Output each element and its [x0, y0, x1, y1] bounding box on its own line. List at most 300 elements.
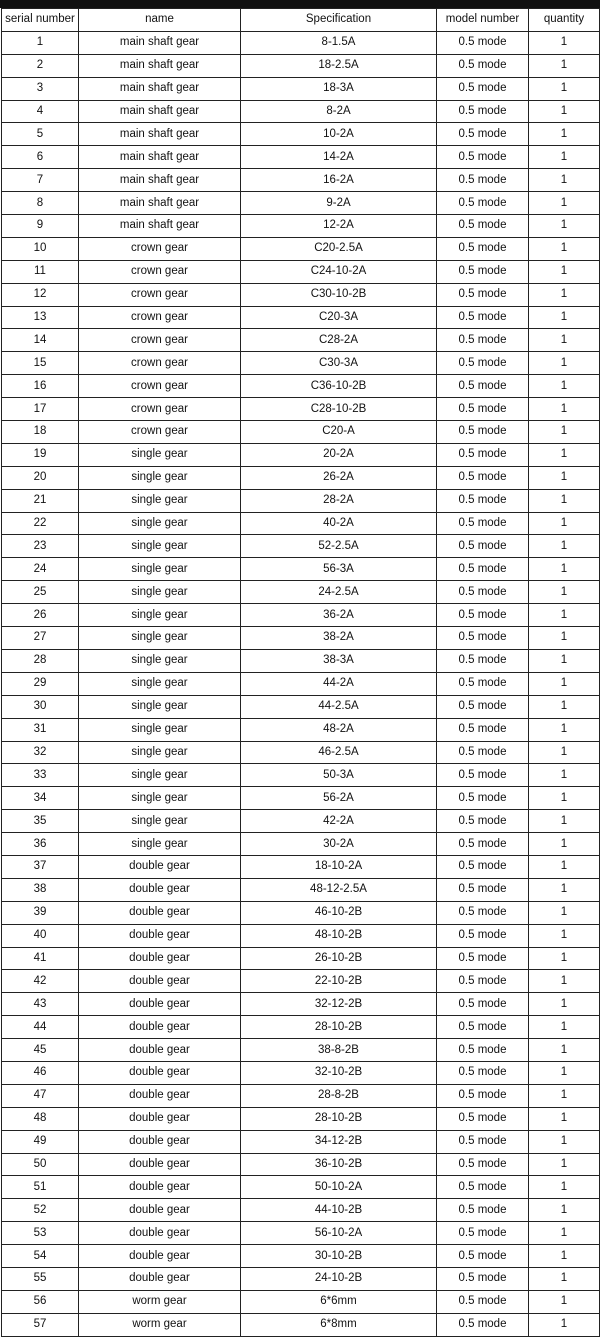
cell-specification: 12-2A [241, 215, 437, 238]
cell-name: worm gear [79, 1290, 241, 1313]
cell-name: single gear [79, 466, 241, 489]
table-row [2, 787, 600, 810]
cell-name: crown gear [79, 398, 241, 421]
table-row [2, 1039, 600, 1062]
cell-specification: 52-2.5A [241, 535, 437, 558]
table-row [2, 215, 600, 238]
cell-specification: 30-10-2B [241, 1245, 437, 1268]
cell-name: crown gear [79, 375, 241, 398]
cell-quantity: 1 [529, 787, 600, 810]
table-row [2, 443, 600, 466]
cell-model-number: 0.5 mode [437, 54, 529, 77]
cell-serial-number: 54 [2, 1245, 79, 1268]
cell-name: single gear [79, 443, 241, 466]
cell-name: single gear [79, 810, 241, 833]
table-row [2, 237, 600, 260]
cell-specification: 28-10-2B [241, 1107, 437, 1130]
table-row [2, 1130, 600, 1153]
cell-quantity: 1 [529, 512, 600, 535]
table-row [2, 466, 600, 489]
cell-serial-number: 49 [2, 1130, 79, 1153]
cell-model-number: 0.5 mode [437, 970, 529, 993]
cell-model-number: 0.5 mode [437, 604, 529, 627]
cell-specification: 56-3A [241, 558, 437, 581]
cell-name: crown gear [79, 260, 241, 283]
cell-quantity: 1 [529, 810, 600, 833]
cell-specification: 8-1.5A [241, 31, 437, 54]
cell-model-number: 0.5 mode [437, 993, 529, 1016]
cell-model-number: 0.5 mode [437, 443, 529, 466]
cell-serial-number: 37 [2, 855, 79, 878]
cell-quantity: 1 [529, 1267, 600, 1290]
table-row [2, 329, 600, 352]
cell-quantity: 1 [529, 1290, 600, 1313]
cell-specification: C28-10-2B [241, 398, 437, 421]
cell-quantity: 1 [529, 741, 600, 764]
cell-name: double gear [79, 993, 241, 1016]
cell-model-number: 0.5 mode [437, 512, 529, 535]
cell-name: single gear [79, 833, 241, 856]
cell-name: single gear [79, 764, 241, 787]
cell-specification: 6*8mm [241, 1313, 437, 1336]
cell-specification: 24-10-2B [241, 1267, 437, 1290]
cell-quantity: 1 [529, 489, 600, 512]
cell-name: crown gear [79, 329, 241, 352]
table-row [2, 1176, 600, 1199]
cell-name: main shaft gear [79, 123, 241, 146]
table-row [2, 375, 600, 398]
cell-quantity: 1 [529, 535, 600, 558]
cell-specification: 50-10-2A [241, 1176, 437, 1199]
table-row [2, 1084, 600, 1107]
cell-name: single gear [79, 695, 241, 718]
table-row [2, 77, 600, 100]
cell-specification: 48-2A [241, 718, 437, 741]
cell-name: crown gear [79, 306, 241, 329]
cell-serial-number: 20 [2, 466, 79, 489]
header-row [2, 9, 600, 32]
cell-quantity: 1 [529, 306, 600, 329]
cell-quantity: 1 [529, 375, 600, 398]
cell-serial-number: 40 [2, 924, 79, 947]
cell-name: double gear [79, 1199, 241, 1222]
table-row [2, 581, 600, 604]
cell-serial-number: 33 [2, 764, 79, 787]
cell-specification: 32-10-2B [241, 1061, 437, 1084]
cell-model-number: 0.5 mode [437, 260, 529, 283]
table-row [2, 764, 600, 787]
cell-name: single gear [79, 489, 241, 512]
cell-model-number: 0.5 mode [437, 192, 529, 215]
cell-quantity: 1 [529, 878, 600, 901]
col-header-quantity: quantity [529, 9, 600, 32]
table-row [2, 810, 600, 833]
cell-serial-number: 39 [2, 901, 79, 924]
cell-specification: 56-10-2A [241, 1222, 437, 1245]
cell-serial-number: 24 [2, 558, 79, 581]
table-row [2, 146, 600, 169]
cell-specification: 8-2A [241, 100, 437, 123]
table-row [2, 1267, 600, 1290]
table-row [2, 695, 600, 718]
cell-quantity: 1 [529, 443, 600, 466]
cell-serial-number: 5 [2, 123, 79, 146]
table-row [2, 1016, 600, 1039]
cell-specification: 24-2.5A [241, 581, 437, 604]
cell-quantity: 1 [529, 1084, 600, 1107]
cell-specification: C30-3A [241, 352, 437, 375]
table-row [2, 558, 600, 581]
cell-quantity: 1 [529, 649, 600, 672]
col-header-specification: Specification [241, 9, 437, 32]
cell-model-number: 0.5 mode [437, 1222, 529, 1245]
table-row [2, 283, 600, 306]
cell-specification: C24-10-2A [241, 260, 437, 283]
table-row [2, 169, 600, 192]
cell-serial-number: 12 [2, 283, 79, 306]
cell-quantity: 1 [529, 54, 600, 77]
cell-name: worm gear [79, 1313, 241, 1336]
cell-name: main shaft gear [79, 77, 241, 100]
cell-name: double gear [79, 1176, 241, 1199]
cell-quantity: 1 [529, 901, 600, 924]
cell-quantity: 1 [529, 100, 600, 123]
cell-serial-number: 56 [2, 1290, 79, 1313]
cell-model-number: 0.5 mode [437, 833, 529, 856]
cell-name: double gear [79, 1222, 241, 1245]
cell-model-number: 0.5 mode [437, 306, 529, 329]
cell-quantity: 1 [529, 192, 600, 215]
cell-quantity: 1 [529, 695, 600, 718]
cell-model-number: 0.5 mode [437, 100, 529, 123]
cell-serial-number: 23 [2, 535, 79, 558]
cell-model-number: 0.5 mode [437, 764, 529, 787]
table-row [2, 1313, 600, 1336]
cell-model-number: 0.5 mode [437, 1176, 529, 1199]
cell-model-number: 0.5 mode [437, 649, 529, 672]
table-row [2, 833, 600, 856]
cell-name: double gear [79, 1061, 241, 1084]
cell-quantity: 1 [529, 1039, 600, 1062]
cell-name: single gear [79, 627, 241, 650]
cell-model-number: 0.5 mode [437, 878, 529, 901]
cell-serial-number: 52 [2, 1199, 79, 1222]
cell-name: double gear [79, 855, 241, 878]
cell-name: crown gear [79, 421, 241, 444]
cell-specification: 38-2A [241, 627, 437, 650]
cell-model-number: 0.5 mode [437, 146, 529, 169]
cell-serial-number: 1 [2, 31, 79, 54]
table-row [2, 31, 600, 54]
cell-serial-number: 36 [2, 833, 79, 856]
cell-model-number: 0.5 mode [437, 1061, 529, 1084]
cell-specification: 6*6mm [241, 1290, 437, 1313]
cell-serial-number: 21 [2, 489, 79, 512]
cell-specification: 48-12-2.5A [241, 878, 437, 901]
cell-model-number: 0.5 mode [437, 1245, 529, 1268]
table-row [2, 718, 600, 741]
col-header-model-number: model number [437, 9, 529, 32]
cell-model-number: 0.5 mode [437, 672, 529, 695]
col-header-serial-number: serial number [2, 9, 79, 32]
cell-specification: 18-10-2A [241, 855, 437, 878]
top-border-bar [0, 0, 600, 8]
cell-specification: 14-2A [241, 146, 437, 169]
cell-name: double gear [79, 1107, 241, 1130]
table-row [2, 1199, 600, 1222]
cell-name: single gear [79, 604, 241, 627]
cell-quantity: 1 [529, 1153, 600, 1176]
cell-model-number: 0.5 mode [437, 398, 529, 421]
cell-specification: 26-10-2B [241, 947, 437, 970]
cell-name: main shaft gear [79, 169, 241, 192]
cell-specification: 48-10-2B [241, 924, 437, 947]
cell-model-number: 0.5 mode [437, 810, 529, 833]
table-row [2, 649, 600, 672]
table-row [2, 1290, 600, 1313]
cell-serial-number: 19 [2, 443, 79, 466]
cell-specification: 28-8-2B [241, 1084, 437, 1107]
cell-name: double gear [79, 1245, 241, 1268]
cell-specification: C20-2.5A [241, 237, 437, 260]
cell-name: single gear [79, 787, 241, 810]
cell-specification: C30-10-2B [241, 283, 437, 306]
cell-specification: 36-10-2B [241, 1153, 437, 1176]
cell-quantity: 1 [529, 283, 600, 306]
cell-quantity: 1 [529, 260, 600, 283]
cell-quantity: 1 [529, 581, 600, 604]
cell-serial-number: 15 [2, 352, 79, 375]
cell-model-number: 0.5 mode [437, 1130, 529, 1153]
cell-serial-number: 17 [2, 398, 79, 421]
cell-specification: 10-2A [241, 123, 437, 146]
gear-parts-table [1, 8, 600, 1337]
cell-name: single gear [79, 535, 241, 558]
table-row [2, 54, 600, 77]
cell-serial-number: 10 [2, 237, 79, 260]
cell-specification: C36-10-2B [241, 375, 437, 398]
cell-serial-number: 42 [2, 970, 79, 993]
cell-specification: 32-12-2B [241, 993, 437, 1016]
cell-name: single gear [79, 512, 241, 535]
cell-quantity: 1 [529, 1245, 600, 1268]
cell-quantity: 1 [529, 421, 600, 444]
cell-quantity: 1 [529, 1130, 600, 1153]
cell-name: double gear [79, 901, 241, 924]
cell-quantity: 1 [529, 1222, 600, 1245]
cell-name: double gear [79, 947, 241, 970]
cell-quantity: 1 [529, 1199, 600, 1222]
cell-serial-number: 26 [2, 604, 79, 627]
table-row [2, 512, 600, 535]
cell-model-number: 0.5 mode [437, 718, 529, 741]
table-row [2, 100, 600, 123]
table-row [2, 901, 600, 924]
table-row [2, 260, 600, 283]
cell-serial-number: 14 [2, 329, 79, 352]
cell-quantity: 1 [529, 1176, 600, 1199]
table-row [2, 192, 600, 215]
cell-quantity: 1 [529, 146, 600, 169]
cell-specification: 34-12-2B [241, 1130, 437, 1153]
table-row [2, 1222, 600, 1245]
cell-quantity: 1 [529, 352, 600, 375]
cell-serial-number: 29 [2, 672, 79, 695]
cell-quantity: 1 [529, 1313, 600, 1336]
table-row [2, 306, 600, 329]
cell-model-number: 0.5 mode [437, 1199, 529, 1222]
table-row [2, 1245, 600, 1268]
cell-specification: 22-10-2B [241, 970, 437, 993]
cell-name: single gear [79, 718, 241, 741]
cell-model-number: 0.5 mode [437, 947, 529, 970]
cell-serial-number: 2 [2, 54, 79, 77]
cell-model-number: 0.5 mode [437, 695, 529, 718]
cell-serial-number: 55 [2, 1267, 79, 1290]
cell-model-number: 0.5 mode [437, 1039, 529, 1062]
cell-name: main shaft gear [79, 192, 241, 215]
cell-specification: 50-3A [241, 764, 437, 787]
cell-name: main shaft gear [79, 54, 241, 77]
cell-serial-number: 47 [2, 1084, 79, 1107]
cell-model-number: 0.5 mode [437, 581, 529, 604]
cell-model-number: 0.5 mode [437, 169, 529, 192]
cell-serial-number: 46 [2, 1061, 79, 1084]
cell-quantity: 1 [529, 169, 600, 192]
cell-quantity: 1 [529, 627, 600, 650]
cell-quantity: 1 [529, 329, 600, 352]
cell-quantity: 1 [529, 558, 600, 581]
cell-specification: 56-2A [241, 787, 437, 810]
cell-model-number: 0.5 mode [437, 901, 529, 924]
cell-specification: 44-2A [241, 672, 437, 695]
cell-serial-number: 41 [2, 947, 79, 970]
table-row [2, 878, 600, 901]
cell-model-number: 0.5 mode [437, 1290, 529, 1313]
cell-specification: 28-10-2B [241, 1016, 437, 1039]
cell-model-number: 0.5 mode [437, 421, 529, 444]
table-row [2, 421, 600, 444]
cell-serial-number: 3 [2, 77, 79, 100]
col-header-name: name [79, 9, 241, 32]
cell-quantity: 1 [529, 947, 600, 970]
cell-name: crown gear [79, 283, 241, 306]
table-row [2, 489, 600, 512]
table-row [2, 924, 600, 947]
cell-specification: 42-2A [241, 810, 437, 833]
cell-serial-number: 11 [2, 260, 79, 283]
cell-quantity: 1 [529, 833, 600, 856]
cell-serial-number: 34 [2, 787, 79, 810]
cell-quantity: 1 [529, 77, 600, 100]
cell-quantity: 1 [529, 718, 600, 741]
cell-specification: 18-2.5A [241, 54, 437, 77]
table-body [2, 31, 600, 1336]
table-row [2, 604, 600, 627]
cell-serial-number: 22 [2, 512, 79, 535]
cell-name: single gear [79, 581, 241, 604]
cell-serial-number: 25 [2, 581, 79, 604]
cell-serial-number: 50 [2, 1153, 79, 1176]
table-row [2, 398, 600, 421]
cell-model-number: 0.5 mode [437, 924, 529, 947]
cell-specification: 44-2.5A [241, 695, 437, 718]
cell-model-number: 0.5 mode [437, 787, 529, 810]
cell-model-number: 0.5 mode [437, 466, 529, 489]
table-row [2, 535, 600, 558]
cell-specification: 46-2.5A [241, 741, 437, 764]
cell-model-number: 0.5 mode [437, 77, 529, 100]
cell-serial-number: 38 [2, 878, 79, 901]
cell-model-number: 0.5 mode [437, 1016, 529, 1039]
cell-name: double gear [79, 1084, 241, 1107]
cell-quantity: 1 [529, 604, 600, 627]
cell-specification: 9-2A [241, 192, 437, 215]
cell-quantity: 1 [529, 993, 600, 1016]
cell-model-number: 0.5 mode [437, 1107, 529, 1130]
cell-model-number: 0.5 mode [437, 283, 529, 306]
cell-quantity: 1 [529, 970, 600, 993]
cell-serial-number: 57 [2, 1313, 79, 1336]
cell-model-number: 0.5 mode [437, 123, 529, 146]
cell-specification: 30-2A [241, 833, 437, 856]
cell-quantity: 1 [529, 466, 600, 489]
table-row [2, 672, 600, 695]
cell-name: double gear [79, 1039, 241, 1062]
cell-specification: 38-3A [241, 649, 437, 672]
table-row [2, 1061, 600, 1084]
cell-name: double gear [79, 970, 241, 993]
cell-quantity: 1 [529, 31, 600, 54]
cell-name: single gear [79, 672, 241, 695]
cell-serial-number: 53 [2, 1222, 79, 1245]
cell-serial-number: 35 [2, 810, 79, 833]
cell-name: single gear [79, 649, 241, 672]
cell-serial-number: 6 [2, 146, 79, 169]
cell-quantity: 1 [529, 672, 600, 695]
cell-specification: 44-10-2B [241, 1199, 437, 1222]
cell-model-number: 0.5 mode [437, 1153, 529, 1176]
cell-quantity: 1 [529, 1107, 600, 1130]
table-row [2, 123, 600, 146]
cell-name: main shaft gear [79, 100, 241, 123]
table-row [2, 1153, 600, 1176]
cell-name: main shaft gear [79, 31, 241, 54]
cell-serial-number: 27 [2, 627, 79, 650]
cell-serial-number: 18 [2, 421, 79, 444]
cell-serial-number: 44 [2, 1016, 79, 1039]
cell-quantity: 1 [529, 215, 600, 238]
cell-serial-number: 8 [2, 192, 79, 215]
cell-quantity: 1 [529, 237, 600, 260]
cell-quantity: 1 [529, 855, 600, 878]
table-row [2, 741, 600, 764]
cell-serial-number: 45 [2, 1039, 79, 1062]
cell-model-number: 0.5 mode [437, 627, 529, 650]
table-row [2, 352, 600, 375]
cell-specification: 16-2A [241, 169, 437, 192]
cell-serial-number: 32 [2, 741, 79, 764]
cell-model-number: 0.5 mode [437, 535, 529, 558]
cell-name: crown gear [79, 352, 241, 375]
cell-name: single gear [79, 741, 241, 764]
cell-specification: 18-3A [241, 77, 437, 100]
cell-serial-number: 51 [2, 1176, 79, 1199]
cell-serial-number: 7 [2, 169, 79, 192]
table-row [2, 1107, 600, 1130]
table-row [2, 947, 600, 970]
cell-model-number: 0.5 mode [437, 215, 529, 238]
